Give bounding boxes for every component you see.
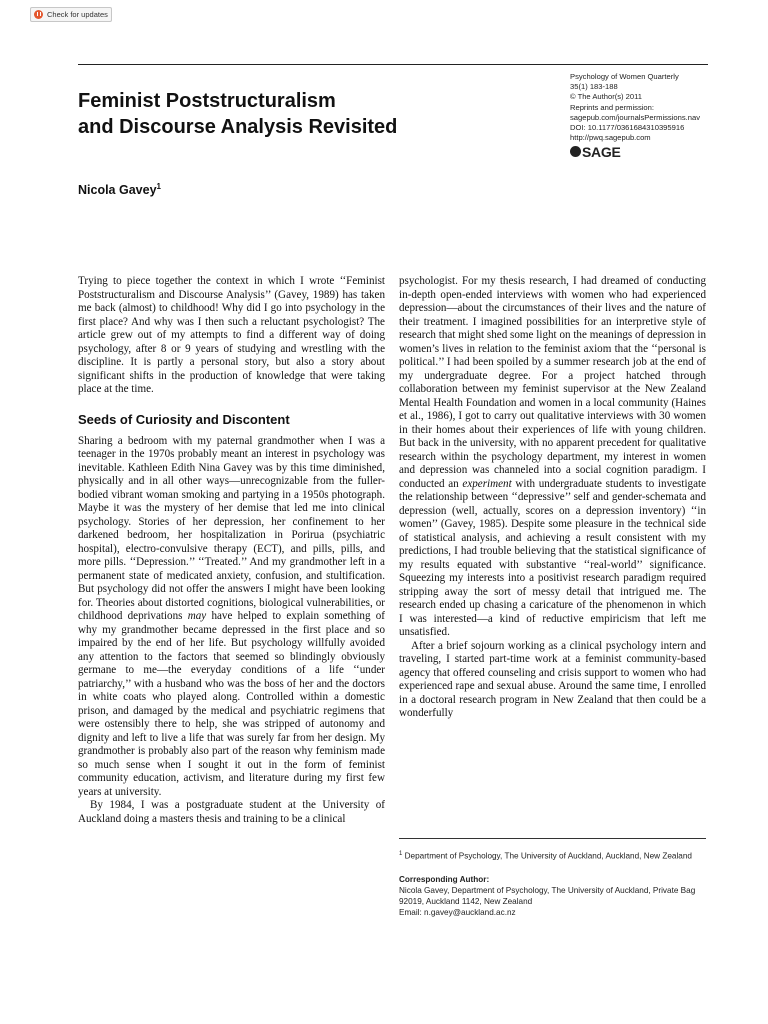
affiliation-footnote xyxy=(399,849,706,862)
corresponding-author-email[interactable]: Email: n.gavey@auckland.ac.nz xyxy=(399,907,516,917)
right-column xyxy=(399,275,706,721)
author-name xyxy=(78,182,161,197)
corresponding-author-heading: Corresponding Author: xyxy=(399,874,490,884)
title-line-2: and Discourse Analysis Revisited xyxy=(78,116,398,138)
author-affiliation-marker: 1 xyxy=(156,182,161,191)
journal-info xyxy=(570,72,720,160)
emphasis-text: experiment xyxy=(462,477,512,490)
body-paragraph-2-continued xyxy=(399,275,706,640)
doi[interactable]: DOI: 10.1177/0361684310395916 xyxy=(570,123,685,133)
publisher-logo xyxy=(570,143,720,160)
corresponding-author xyxy=(399,874,706,918)
permissions-link[interactable]: sagepub.com/journalsPermissions.nav xyxy=(570,112,701,122)
body-paragraph-1 xyxy=(78,435,385,800)
header-rule xyxy=(78,64,708,65)
footnote-rule xyxy=(399,838,706,839)
paragraph-text: with undergraduate students to investigate the relationship between ‘‘depressive’’ self and gender-schemata and depression (well, actually, scores on a depression inventory) ‘‘in women’’ (Gavey, 1985). Despite some pleasure in the technical side of statistical analysis, and achieving a result consistent with my predictions, I had trouble believing that the statistical significance of my results equated with substantive ‘‘real-world’’ significance. Squeezing my interests into a positivist research paradigm required stripping away the sort of messy detail that intrigued me. The research ended up chasing a caricature of the phenomenon in which I was interested—a kind of reductive empiricism that left me unsatisfied. xyxy=(399,477,707,638)
article-title xyxy=(78,88,498,140)
section-heading: Seeds of Curiosity and Discontent xyxy=(78,411,290,427)
check-for-updates-icon xyxy=(34,10,43,19)
author-label: Nicola Gavey xyxy=(78,183,157,198)
publisher-name: SAGE xyxy=(582,143,621,160)
footnotes xyxy=(399,838,706,918)
journal-issue: 35(1) 183-188 xyxy=(570,82,618,92)
journal-site-link[interactable]: http://pwq.sagepub.com xyxy=(570,133,651,143)
check-for-updates-button[interactable] xyxy=(30,7,112,22)
title-line-1: Feminist Poststructuralism xyxy=(78,90,336,112)
affiliation-text: Department of Psychology, The University of Auckland, Auckland, New Zealand xyxy=(404,851,692,861)
reprints-label: Reprints and permission: xyxy=(570,102,654,112)
copyright: © The Author(s) 2011 xyxy=(570,92,643,102)
body-paragraph-2-start: By 1984, I was a postgraduate student at the University of Auckland doing a masters thesis and training to be a clinical xyxy=(78,799,385,825)
affiliation-marker: 1 xyxy=(399,851,403,857)
paragraph-text: psychologist. For my thesis research, I had dreamed of conducting in-depth open-ended interviews with women who had experienced depression—about the circumstances of their lives and the nature of their treatment. I imagined possibilities for an interpretive style of research that might shed some light on the meanings of depression in women’s lives in relation to the feminist axiom that the ‘‘personal is political.’’ I had been spoiled by a summer research job at the end of my undergraduate degree. For a project hatched through collaboration between my feminist supervisor at the New Zealand Mental Health Foundation and women in a local community (Haines et al., 1986), I got to carry out qualitative interviews with 30 women in their homes about their experiences of life with young children. But back in the university, with no apparent precedent for qualitative research within the psychology department, my interest in women and depression was channeled into a social cognition paradigm. I conducted an xyxy=(399,275,706,490)
paragraph-text: Sharing a bedroom with my paternal grandmother when I was a teenager in the 1970s probably meant an interest in psychology was inevitable. Kathleen Edith Nina Gavey was by this time diminished, physically and in all other ways—unrecognizable from the fuller-bodied vibrant woman smoking and partying in a 1950s photograph. Maybe it was the mystery of her demise that led me into clinical psychology. Stories of her depression, her confinement to her darkened bedroom, her hospitalization in Porirua (psychiatric hospital), electro-convulsive therapy (ECT), and pills, pills, and more pills. ‘‘Depression.’’ ‘‘Treated.’’ And my grandmother left in a permanent state of medicated anxiety, confusion, and stultification. But psychology did not offer the answers I might have been looking for. Theories about distorted cognitions, biological vulnerabilities, or childhood deprivations xyxy=(78,434,385,622)
paragraph-text: have helped to explain something of why my grandmother became depressed in the first place and so impaired by the end of her life. But psychology willfully avoided any attention to the factors that seemed so blindingly obviously germane to me—the everyday conditions of a life ‘‘under patriarchy,’’ with a husband who was the boss of her and the doctors in white coats who played along. Controlled within a domestic prison, and damaged by the medical and psychiatric regimens that were ostensibly there to help, she was stripped of autonomy and dignity and left to live a life that was surely far from her design. My grandmother is probably also part of the reason why feminism made so much sense when I sought it out in the form of feminist community education, activism, and literature during my first few years at university. xyxy=(78,610,385,798)
corresponding-author-address: Nicola Gavey, Department of Psychology, The University of Auckland, Private Bag 92019, Auckland 1142, New Zealand xyxy=(399,885,696,906)
check-for-updates-label: Check for updates xyxy=(47,10,108,19)
sage-logo-icon xyxy=(570,146,581,157)
emphasis-text: may xyxy=(187,610,207,622)
body-paragraph-3: After a brief sojourn working as a clinical psychology intern and traveling, I started part-time work at a feminist community-based agency that offered counseling and crisis support to women who had experienced rape and sexual abuse. Around the same time, I enrolled in a doctoral research program in New Zealand that then could be a wonderfully xyxy=(399,639,706,719)
left-column xyxy=(78,275,385,826)
journal-name: Psychology of Women Quarterly xyxy=(570,72,679,81)
intro-paragraph: Trying to piece together the context in which I wrote ‘‘Feminist Poststructuralism and Discourse Analysis’’ (Gavey, 1989) has taken me back (almost) to childhood! Why did I go into psychology in the first place? And why was I then such a reluctant psychologist? The article grew out of my attempts to find a different way of doing psychology, after 8 or 9 years of studying and wrestling with the discipline. It is partly a personal story, but also a story about significant shifts in the production of knowledge that were taking place at the time. xyxy=(78,275,385,395)
